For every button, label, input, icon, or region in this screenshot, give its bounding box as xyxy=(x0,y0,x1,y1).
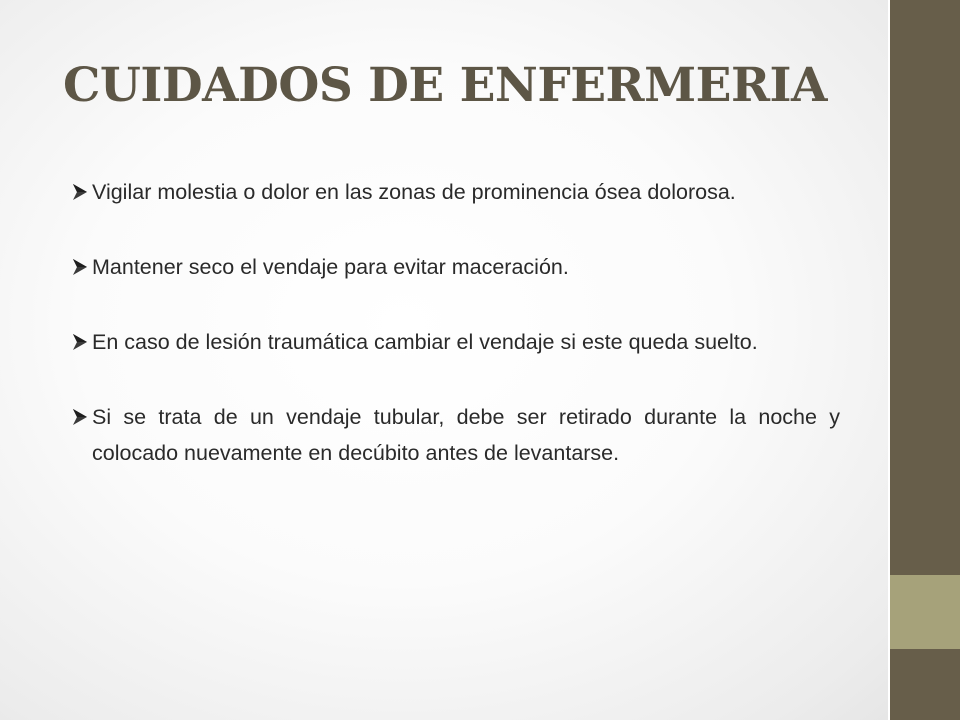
arrowhead-bullet-icon xyxy=(72,408,88,426)
arrowhead-bullet-icon xyxy=(72,333,88,351)
bullet-text: En caso de lesión traumática cambiar el vendaje si este queda suelto. xyxy=(92,330,758,354)
bullet-text: Vigilar molestia o dolor en las zonas de prominencia ósea dolorosa. xyxy=(92,180,736,204)
bullet-item xyxy=(72,324,840,360)
side-bar-accent xyxy=(890,575,960,649)
bullet-item xyxy=(72,399,840,471)
bullet-item xyxy=(72,174,840,210)
arrowhead-bullet-icon xyxy=(72,258,88,276)
bullet-list xyxy=(72,174,840,510)
slide-title: CUIDADOS DE ENFERMERIA xyxy=(63,58,827,113)
bullet-item xyxy=(72,249,840,285)
bullet-text: Mantener seco el vendaje para evitar maceración. xyxy=(92,255,569,279)
arrowhead-bullet-icon xyxy=(72,183,88,201)
bullet-text: Si se trata de un vendaje tubular, debe ser retirado durante la noche y colocado nuevamente en decúbito antes de levantarse. xyxy=(92,405,840,465)
